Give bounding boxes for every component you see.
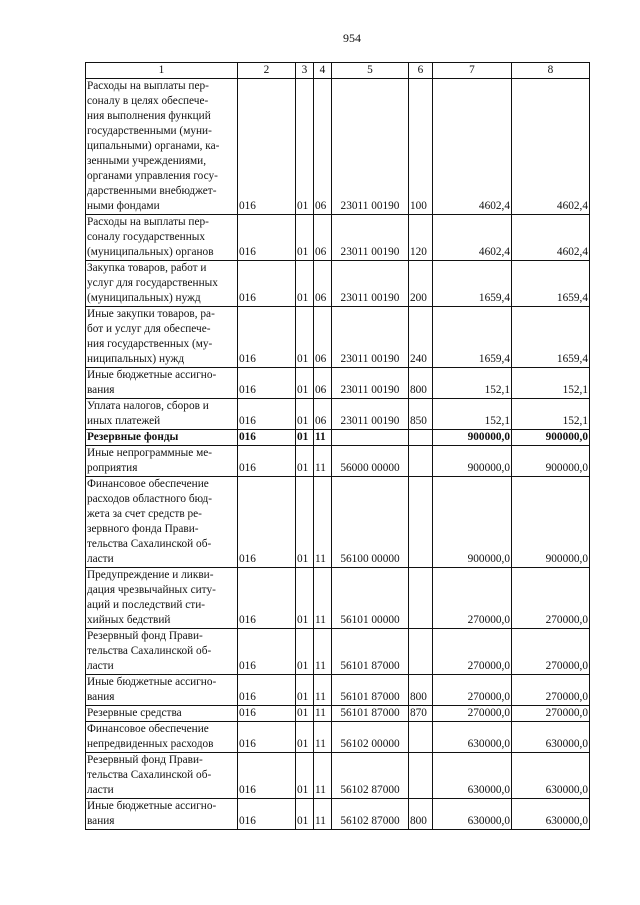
- row-name-cell: [86, 79, 238, 215]
- target-article-cell: 23011 00190: [332, 368, 409, 399]
- row-name-cell: [86, 430, 238, 446]
- amount-cell-7: 270000,0: [433, 675, 512, 706]
- row-name-line: ласти: [87, 784, 114, 796]
- expense-type-cell: 870: [409, 706, 433, 722]
- row-name-line: Иные бюджетные ассигно-: [87, 676, 217, 688]
- ministry-code-cell: 016: [238, 261, 296, 307]
- section-code-cell: 01: [296, 215, 314, 261]
- row-name-line: жета за счет средств ре-: [87, 508, 202, 520]
- amount-cell-7: 900000,0: [433, 446, 512, 477]
- row-name-line: соналу в целях обеспече-: [87, 95, 209, 107]
- amount-cell-8: 1659,4: [512, 307, 590, 368]
- target-article-cell: 56102 87000: [332, 753, 409, 799]
- row-name-cell: [86, 446, 238, 477]
- target-article-cell: 56101 87000: [332, 675, 409, 706]
- row-name-line: органами управления госу-: [87, 170, 218, 182]
- target-article-cell: 23011 00190: [332, 215, 409, 261]
- ministry-code-cell: 016: [238, 368, 296, 399]
- section-code-cell: 01: [296, 261, 314, 307]
- expense-type-cell: 100: [409, 79, 433, 215]
- row-name-line: Иные закупки товаров, ра-: [87, 308, 215, 320]
- expense-type-cell: 800: [409, 368, 433, 399]
- row-name-line: вания: [87, 815, 115, 827]
- subsection-code-cell: 06: [314, 399, 332, 430]
- row-name-cell: [86, 706, 238, 722]
- amount-cell-7: 4602,4: [433, 79, 512, 215]
- row-name-line: (муниципальных) органов: [87, 246, 214, 258]
- expense-type-cell: [409, 753, 433, 799]
- row-name-cell: [86, 753, 238, 799]
- row-name-line: расходов областного бюд-: [87, 493, 212, 505]
- target-article-cell: 23011 00190: [332, 399, 409, 430]
- table-row: [86, 307, 590, 368]
- expense-type-cell: 800: [409, 675, 433, 706]
- ministry-code-cell: 016: [238, 79, 296, 215]
- subsection-code-cell: 11: [314, 430, 332, 446]
- table-row: [86, 753, 590, 799]
- row-name-line: Резервный фонд Прави-: [87, 630, 203, 642]
- expense-type-cell: [409, 722, 433, 753]
- row-name-line: зенными учреждениями,: [87, 155, 207, 167]
- section-code-cell: 01: [296, 477, 314, 568]
- header-cell: 4: [314, 63, 332, 79]
- amount-cell-8: 152,1: [512, 368, 590, 399]
- header-cell: 6: [409, 63, 433, 79]
- amount-cell-8: 270000,0: [512, 568, 590, 629]
- table-row: [86, 79, 590, 215]
- subsection-code-cell: 06: [314, 79, 332, 215]
- row-name-line: тельства Сахалинской об-: [87, 769, 212, 781]
- row-name-line: роприятия: [87, 462, 138, 474]
- row-name-line: Резервные средства: [87, 707, 182, 719]
- row-name-cell: [86, 399, 238, 430]
- ministry-code-cell: 016: [238, 722, 296, 753]
- row-name-line: ципальными) органами, ка-: [87, 140, 220, 152]
- row-name-line: Финансовое обеспечение: [87, 723, 209, 735]
- row-name-line: государственными (муни-: [87, 125, 212, 137]
- ministry-code-cell: 016: [238, 399, 296, 430]
- amount-cell-8: 152,1: [512, 399, 590, 430]
- target-article-cell: 56100 00000: [332, 477, 409, 568]
- row-name-line: хийных бедствий: [87, 614, 171, 626]
- row-name-cell: [86, 307, 238, 368]
- row-name-line: соналу государственных: [87, 231, 205, 243]
- amount-cell-7: 630000,0: [433, 799, 512, 830]
- row-name-line: вания: [87, 691, 115, 703]
- amount-cell-8: 4602,4: [512, 79, 590, 215]
- target-article-cell: 56102 87000: [332, 799, 409, 830]
- row-name-line: Иные непрограммные ме-: [87, 447, 213, 459]
- row-name-cell: [86, 799, 238, 830]
- amount-cell-7: 900000,0: [433, 477, 512, 568]
- amount-cell-8: 1659,4: [512, 261, 590, 307]
- amount-cell-8: 270000,0: [512, 629, 590, 675]
- row-name-cell: [86, 629, 238, 675]
- row-name-line: дарственными внебюджет-: [87, 185, 217, 197]
- amount-cell-8: 4602,4: [512, 215, 590, 261]
- amount-cell-7: 152,1: [433, 368, 512, 399]
- page-number: 954: [343, 31, 361, 45]
- ministry-code-cell: 016: [238, 675, 296, 706]
- expense-type-cell: 800: [409, 799, 433, 830]
- target-article-cell: 56101 87000: [332, 629, 409, 675]
- row-name-line: Уплата налогов, сборов и: [87, 400, 209, 412]
- table-row: [86, 261, 590, 307]
- amount-cell-8: 630000,0: [512, 799, 590, 830]
- subsection-code-cell: 06: [314, 368, 332, 399]
- row-name-line: вания: [87, 384, 115, 396]
- table-row: [86, 477, 590, 568]
- header-cell: 8: [512, 63, 590, 79]
- expense-type-cell: [409, 568, 433, 629]
- table-row: [86, 675, 590, 706]
- row-name-line: Финансовое обеспечение: [87, 478, 209, 490]
- target-article-cell: 56101 87000: [332, 706, 409, 722]
- amount-cell-7: 630000,0: [433, 753, 512, 799]
- row-name-line: дация чрезвычайных ситу-: [87, 584, 216, 596]
- row-name-line: иных платежей: [87, 415, 161, 427]
- row-name-line: Закупка товаров, работ и: [87, 262, 207, 274]
- section-code-cell: 01: [296, 706, 314, 722]
- subsection-code-cell: 11: [314, 568, 332, 629]
- table-row: [86, 799, 590, 830]
- subsection-code-cell: 11: [314, 722, 332, 753]
- subsection-code-cell: 11: [314, 629, 332, 675]
- amount-cell-7: 270000,0: [433, 629, 512, 675]
- amount-cell-7: 270000,0: [433, 568, 512, 629]
- table-row: [86, 368, 590, 399]
- row-name-line: ными фондами: [87, 200, 160, 212]
- subsection-code-cell: 06: [314, 307, 332, 368]
- target-article-cell: 56102 00000: [332, 722, 409, 753]
- header-cell: 1: [86, 63, 238, 79]
- section-code-cell: 01: [296, 430, 314, 446]
- target-article-cell: 56000 00000: [332, 446, 409, 477]
- table-row: [86, 568, 590, 629]
- header-cell: 2: [238, 63, 296, 79]
- row-name-line: тельства Сахалинской об-: [87, 645, 212, 657]
- header-row: [86, 63, 590, 79]
- row-name-line: Иные бюджетные ассигно-: [87, 800, 217, 812]
- amount-cell-8: 900000,0: [512, 477, 590, 568]
- expense-type-cell: 850: [409, 399, 433, 430]
- row-name-cell: [86, 261, 238, 307]
- section-code-cell: 01: [296, 307, 314, 368]
- row-name-line: Резервные фонды: [87, 431, 179, 443]
- row-name-line: Расходы на выплаты пер-: [87, 80, 209, 92]
- row-name-line: услуг для государственных: [87, 277, 218, 289]
- ministry-code-cell: 016: [238, 629, 296, 675]
- row-name-cell: [86, 722, 238, 753]
- ministry-code-cell: 016: [238, 568, 296, 629]
- expense-type-cell: [409, 629, 433, 675]
- amount-cell-8: 270000,0: [512, 675, 590, 706]
- row-name-cell: [86, 568, 238, 629]
- amount-cell-8: 270000,0: [512, 706, 590, 722]
- section-code-cell: 01: [296, 399, 314, 430]
- subsection-code-cell: 11: [314, 753, 332, 799]
- row-name-cell: [86, 215, 238, 261]
- table-body: [86, 79, 590, 830]
- amount-cell-7: 152,1: [433, 399, 512, 430]
- row-name-cell: [86, 368, 238, 399]
- row-name-cell: [86, 675, 238, 706]
- row-name-line: Резервный фонд Прави-: [87, 754, 203, 766]
- section-code-cell: 01: [296, 799, 314, 830]
- row-name-line: (муниципальных) нужд: [87, 292, 201, 304]
- row-name-line: зервного фонда Прави-: [87, 523, 199, 535]
- ministry-code-cell: 016: [238, 477, 296, 568]
- row-name-cell: [86, 477, 238, 568]
- subsection-code-cell: 11: [314, 446, 332, 477]
- row-name-line: ласти: [87, 553, 114, 565]
- row-name-line: Предупреждение и ликви-: [87, 569, 214, 581]
- row-name-line: Расходы на выплаты пер-: [87, 216, 209, 228]
- amount-cell-7: 1659,4: [433, 307, 512, 368]
- row-name-line: Иные бюджетные ассигно-: [87, 369, 217, 381]
- amount-cell-8: 900000,0: [512, 446, 590, 477]
- table-row: [86, 399, 590, 430]
- expense-type-cell: [409, 477, 433, 568]
- budget-table: [85, 62, 590, 830]
- ministry-code-cell: 016: [238, 799, 296, 830]
- table-row: [86, 446, 590, 477]
- amount-cell-8: 900000,0: [512, 430, 590, 446]
- subsection-code-cell: 06: [314, 215, 332, 261]
- ministry-code-cell: 016: [238, 215, 296, 261]
- subsection-code-cell: 06: [314, 261, 332, 307]
- subsection-code-cell: 11: [314, 675, 332, 706]
- expense-type-cell: 240: [409, 307, 433, 368]
- header-cell: 5: [332, 63, 409, 79]
- expense-type-cell: 200: [409, 261, 433, 307]
- row-name-line: аций и последствий сти-: [87, 599, 206, 611]
- header-cell: 7: [433, 63, 512, 79]
- table-row: [86, 430, 590, 446]
- table-row: [86, 215, 590, 261]
- row-name-line: ния выполнения функций: [87, 110, 211, 122]
- target-article-cell: 23011 00190: [332, 307, 409, 368]
- ministry-code-cell: 016: [238, 446, 296, 477]
- section-code-cell: 01: [296, 568, 314, 629]
- section-code-cell: 01: [296, 368, 314, 399]
- section-code-cell: 01: [296, 446, 314, 477]
- target-article-cell: 23011 00190: [332, 79, 409, 215]
- row-name-line: бот и услуг для обеспече-: [87, 323, 211, 335]
- row-name-line: ниципальных) нужд: [87, 353, 185, 365]
- amount-cell-7: 630000,0: [433, 722, 512, 753]
- expense-type-cell: 120: [409, 215, 433, 261]
- amount-cell-7: 1659,4: [433, 261, 512, 307]
- ministry-code-cell: 016: [238, 307, 296, 368]
- table-row: [86, 706, 590, 722]
- section-code-cell: 01: [296, 722, 314, 753]
- expense-type-cell: [409, 430, 433, 446]
- row-name-line: ласти: [87, 660, 114, 672]
- row-name-line: ния государственных (му-: [87, 338, 213, 350]
- target-article-cell: 56101 00000: [332, 568, 409, 629]
- target-article-cell: 23011 00190: [332, 261, 409, 307]
- section-code-cell: 01: [296, 753, 314, 799]
- row-name-line: тельства Сахалинской об-: [87, 538, 212, 550]
- amount-cell-8: 630000,0: [512, 722, 590, 753]
- table-row: [86, 629, 590, 675]
- ministry-code-cell: 016: [238, 430, 296, 446]
- header-cell: 3: [296, 63, 314, 79]
- section-code-cell: 01: [296, 79, 314, 215]
- ministry-code-cell: 016: [238, 706, 296, 722]
- target-article-cell: [332, 430, 409, 446]
- amount-cell-8: 630000,0: [512, 753, 590, 799]
- amount-cell-7: 270000,0: [433, 706, 512, 722]
- table-row: [86, 722, 590, 753]
- subsection-code-cell: 11: [314, 706, 332, 722]
- section-code-cell: 01: [296, 629, 314, 675]
- subsection-code-cell: 11: [314, 799, 332, 830]
- amount-cell-7: 4602,4: [433, 215, 512, 261]
- ministry-code-cell: 016: [238, 753, 296, 799]
- row-name-line: непредвиденных расходов: [87, 738, 214, 750]
- subsection-code-cell: 11: [314, 477, 332, 568]
- expense-type-cell: [409, 446, 433, 477]
- section-code-cell: 01: [296, 675, 314, 706]
- amount-cell-7: 900000,0: [433, 430, 512, 446]
